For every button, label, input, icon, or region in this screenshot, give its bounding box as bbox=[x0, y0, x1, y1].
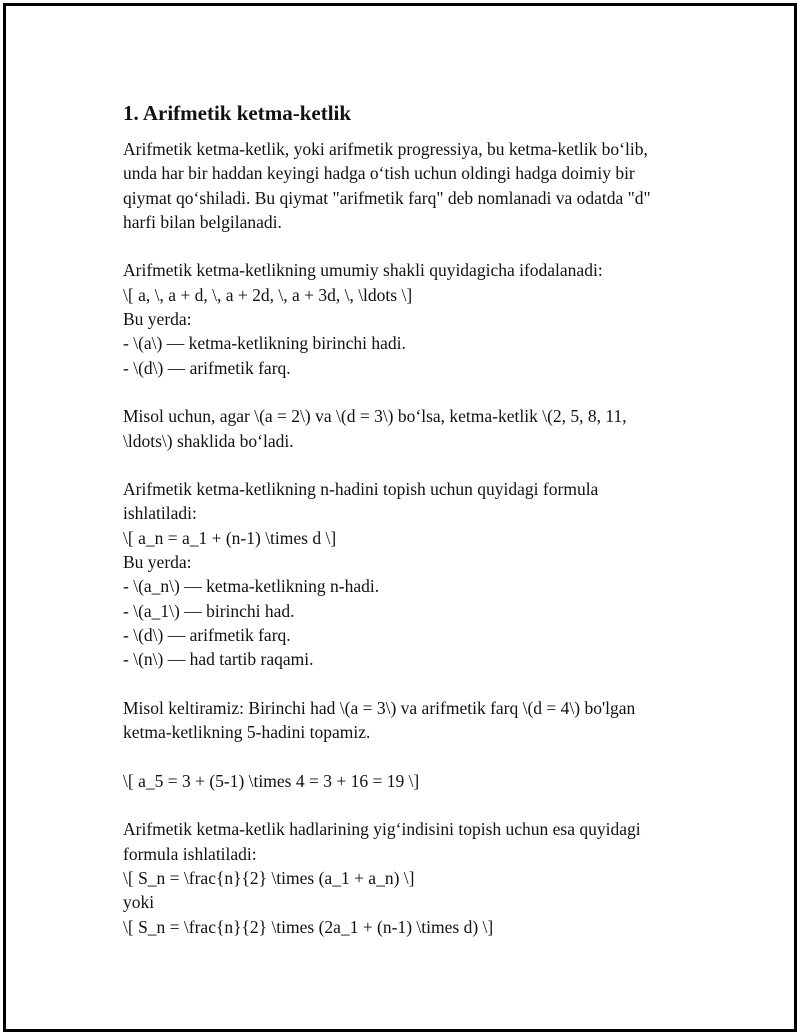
text-line: - \(a_n\) — ketma-ketlikning n-hadi. bbox=[123, 576, 380, 597]
text-line: Arifmetik ketma-ketlik, yoki arifmetik progressiya, bu ketma-ketlik bo‘lib, bbox=[123, 139, 648, 159]
text-line: - \(a_1\) — birinchi had. bbox=[123, 600, 295, 621]
text-line: Bu yerda: bbox=[123, 552, 192, 573]
blank-line bbox=[123, 234, 693, 258]
blank-line bbox=[123, 672, 693, 696]
text-line: harfi bilan belgilanadi. bbox=[123, 211, 282, 232]
text-line: - \(a\) — ketma-ketlikning birinchi hadi. bbox=[123, 333, 406, 354]
text-line: Bu yerda: bbox=[123, 309, 192, 330]
text-line: ishlatiladi: bbox=[123, 503, 197, 524]
text-line: \[ S_n = \frac{n}{2} \times (a_1 + a_n) \] bbox=[123, 867, 415, 888]
text-line: Misol uchun, agar \(a = 2\) va \(d = 3\) bo‘lsa, ketma-ketlik \(2, 5, 8, 11, bbox=[123, 406, 627, 427]
text-line: ketma-ketlikning 5-hadini topamiz. bbox=[123, 722, 371, 743]
text-line: qiymat qo‘shiladi. Bu qiymat "arifmetik farq" deb nomlanadi va odatda "d" bbox=[123, 187, 651, 208]
blank-line bbox=[123, 380, 693, 404]
text-line: Arifmetik ketma-ketlikning umumiy shakli quyidagicha ifodalanadi: bbox=[123, 260, 603, 281]
document-body bbox=[123, 100, 693, 939]
page-frame bbox=[3, 3, 797, 1032]
text-line: \ldots\) shaklida bo‘ladi. bbox=[123, 430, 294, 451]
document-text bbox=[123, 137, 693, 939]
text-line: formula ishlatiladi: bbox=[123, 843, 257, 864]
text-line: Misol keltiramiz: Birinchi had \(a = 3\) va arifmetik farq \(d = 4\) bo'lgan bbox=[123, 697, 636, 718]
blank-line bbox=[123, 744, 693, 768]
blank-line bbox=[123, 793, 693, 817]
text-line: \[ a_n = a_1 + (n-1) \times d \] bbox=[123, 527, 337, 548]
text-line: \[ S_n = \frac{n}{2} \times (2a_1 + (n-1) \times d) \] bbox=[123, 916, 494, 937]
text-line: \[ a_5 = 3 + (5-1) \times 4 = 3 + 16 = 19 \] bbox=[123, 770, 420, 791]
blank-line bbox=[123, 453, 693, 477]
text-line: - \(n\) — had tartib raqami. bbox=[123, 649, 314, 670]
text-line: yoki bbox=[123, 892, 155, 913]
text-line: Arifmetik ketma-ketlik hadlarining yig‘indisini topish uchun esa quyidagi bbox=[123, 819, 641, 840]
text-line: Arifmetik ketma-ketlikning n-hadini topish uchun quyidagi formula bbox=[123, 479, 599, 500]
text-line: \[ a, \, a + d, \, a + 2d, \, a + 3d, \, \ldots \] bbox=[123, 284, 413, 305]
text-line: - \(d\) — arifmetik farq. bbox=[123, 624, 291, 645]
text-line: - \(d\) — arifmetik farq. bbox=[123, 357, 291, 378]
text-line: unda har bir haddan keyingi hadga o‘tish uchun oldingi hadga doimiy bir bbox=[123, 163, 635, 184]
document-title: 1. Arifmetik ketma-ketlik bbox=[123, 101, 352, 125]
